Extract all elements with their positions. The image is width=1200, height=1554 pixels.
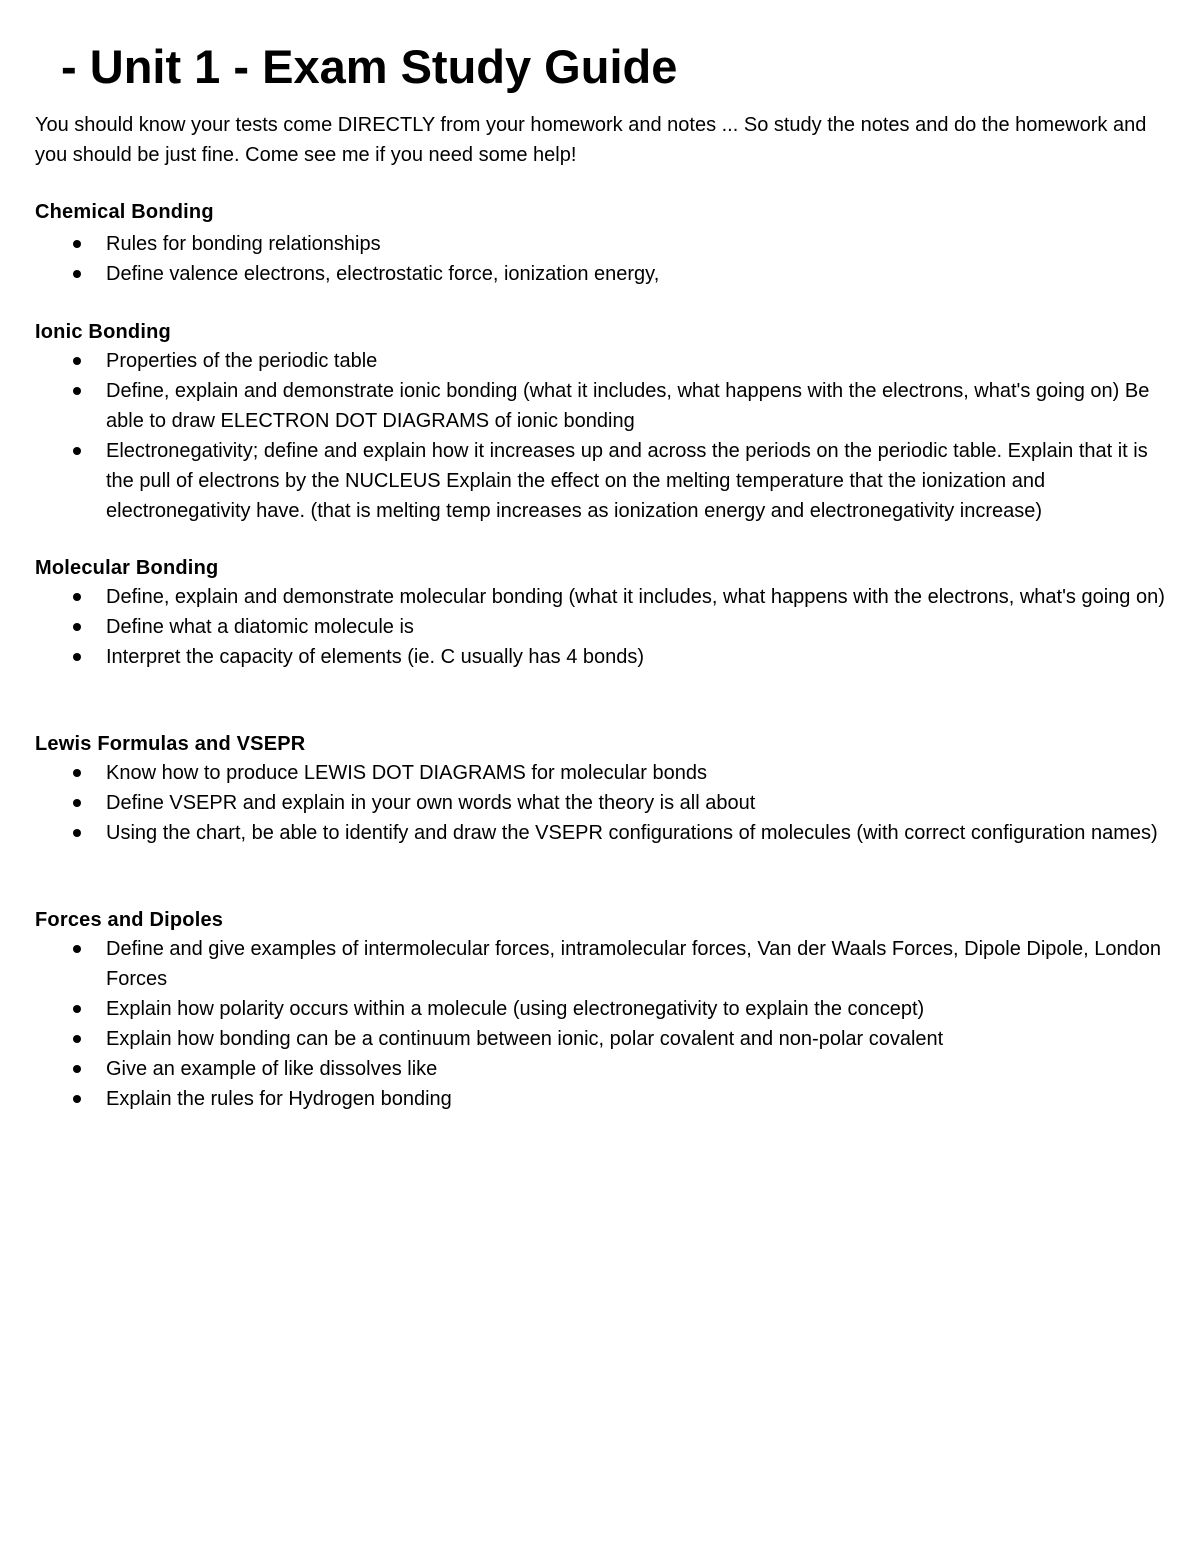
section-chemical-bonding bbox=[35, 198, 1175, 289]
list-item bbox=[35, 642, 1166, 672]
list-item-text: Give an example of like dissolves like bbox=[106, 1058, 438, 1080]
bullet-icon bbox=[73, 799, 81, 807]
list-item bbox=[35, 229, 1166, 259]
list-item bbox=[35, 436, 1166, 526]
section-heading: Forces and Dipoles bbox=[35, 909, 224, 931]
bullet-icon bbox=[73, 1065, 81, 1073]
bullet-icon bbox=[73, 1095, 81, 1103]
list-item bbox=[35, 612, 1166, 642]
section-heading: Chemical Bonding bbox=[35, 201, 214, 223]
list-item-text: Rules for bonding relationships bbox=[106, 233, 381, 255]
bullet-icon bbox=[73, 769, 81, 777]
bullet-list bbox=[35, 582, 1175, 672]
list-item-text: Define and give examples of intermolecular forces, intramolecular forces, Van der Waals Forces, Dipole Dipole, London Forces bbox=[106, 938, 1161, 990]
list-item-text: Define, explain and demonstrate molecular bonding (what it includes, what happens with the electrons, what's going on) bbox=[106, 586, 1165, 608]
bullet-list bbox=[35, 758, 1175, 848]
list-item-text: Electronegativity; define and explain how it increases up and across the periods on the periodic table. Explain that it is the pull of electrons by the NUCLEUS Explain the effect on the melting temperature that the ionization and electronegativity have. (that is melting temp increases as ionization energy and electronegativity increase) bbox=[106, 440, 1148, 522]
list-item-text: Properties of the periodic table bbox=[106, 350, 378, 372]
intro-paragraph: You should know your tests come DIRECTLY from your homework and notes ... So study the notes and do the homework and you should be just fine. Come see me if you need some help! bbox=[35, 114, 1147, 166]
list-item-text: Using the chart, be able to identify and draw the VSEPR configurations of molecules (with correct configuration names) bbox=[106, 822, 1158, 844]
list-item-text: Define valence electrons, electrostatic force, ionization energy, bbox=[106, 263, 660, 285]
list-item bbox=[35, 1084, 1166, 1114]
section-heading: Molecular Bonding bbox=[35, 557, 219, 579]
list-item bbox=[35, 788, 1166, 818]
bullet-icon bbox=[73, 240, 81, 248]
list-item-text: Interpret the capacity of elements (ie. C usually has 4 bonds) bbox=[106, 646, 645, 668]
page-title: - Unit 1 - Exam Study Guide bbox=[48, 40, 678, 93]
list-item-text: Explain how polarity occurs within a molecule (using electronegativity to explain the concept) bbox=[106, 998, 925, 1020]
list-item bbox=[35, 582, 1166, 612]
list-item bbox=[35, 758, 1166, 788]
section-lewis-formulas-vsepr bbox=[35, 730, 1175, 848]
list-item bbox=[35, 1054, 1166, 1084]
list-item-text: Define, explain and demonstrate ionic bonding (what it includes, what happens with the electrons, what's going on) Be able to draw ELECTRON DOT DIAGRAMS of ionic bonding bbox=[106, 380, 1150, 432]
section-heading: Lewis Formulas and VSEPR bbox=[35, 733, 306, 755]
bullet-icon bbox=[73, 653, 81, 661]
bullet-list bbox=[35, 346, 1175, 526]
section-heading: Ionic Bonding bbox=[35, 321, 171, 343]
section-ionic-bonding bbox=[35, 318, 1175, 526]
bullet-icon bbox=[73, 387, 81, 395]
list-item bbox=[35, 818, 1166, 848]
bullet-icon bbox=[73, 1005, 81, 1013]
list-item bbox=[35, 994, 1166, 1024]
bullet-icon bbox=[73, 623, 81, 631]
bullet-icon bbox=[73, 1035, 81, 1043]
bullet-list bbox=[35, 934, 1175, 1114]
list-item-text: Define what a diatomic molecule is bbox=[106, 616, 414, 638]
list-item bbox=[35, 346, 1166, 376]
bullet-icon bbox=[73, 270, 81, 278]
bullet-icon bbox=[73, 829, 81, 837]
list-item-text: Know how to produce LEWIS DOT DIAGRAMS for molecular bonds bbox=[106, 762, 707, 784]
bullet-icon bbox=[73, 357, 81, 365]
bullet-icon bbox=[73, 447, 81, 455]
list-item-text: Explain the rules for Hydrogen bonding bbox=[106, 1088, 452, 1110]
list-item-text: Explain how bonding can be a continuum between ionic, polar covalent and non-polar covalent bbox=[106, 1028, 944, 1050]
list-item-text: Define VSEPR and explain in your own words what the theory is all about bbox=[106, 792, 756, 814]
bullet-list bbox=[35, 229, 1175, 289]
list-item bbox=[35, 259, 1166, 289]
bullet-icon bbox=[73, 593, 81, 601]
bullet-icon bbox=[73, 945, 81, 953]
section-forces-dipoles bbox=[35, 906, 1175, 1114]
list-item bbox=[35, 934, 1166, 994]
section-molecular-bonding bbox=[35, 554, 1175, 672]
list-item bbox=[35, 376, 1166, 436]
list-item bbox=[35, 1024, 1166, 1054]
